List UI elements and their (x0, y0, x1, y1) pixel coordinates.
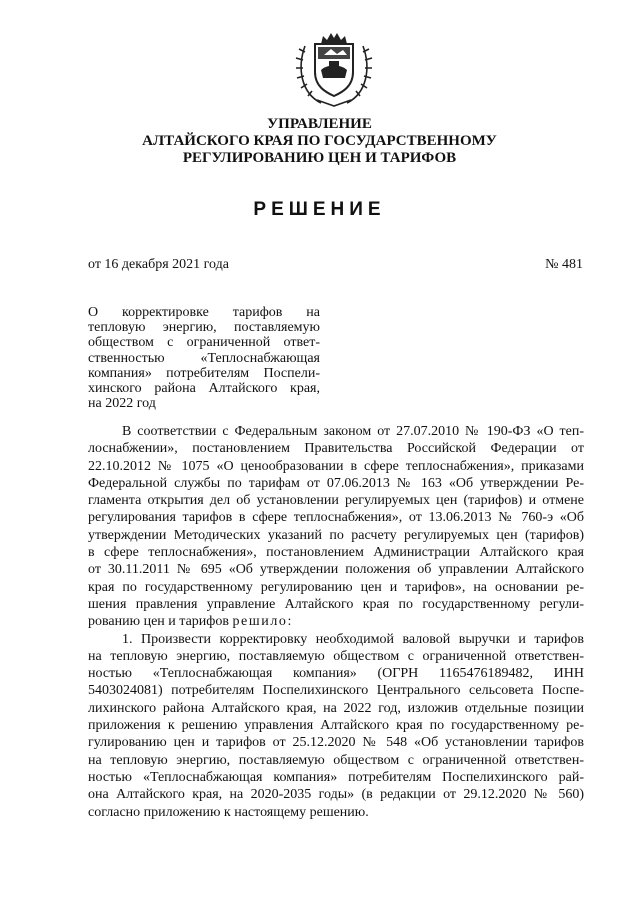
subject-line: компания» потребителям Поспели- (88, 365, 320, 381)
document-number: № 481 (545, 257, 583, 272)
body-line: лихинского района Алтайского края, на 2022 год, изложив отдельные позиции (88, 700, 584, 716)
body-line: в сфере теплоснабжения», постановлением Администрации Алтайского края (88, 545, 584, 561)
resolved-word: решило: (232, 614, 294, 630)
subject-line: хинского района Алтайского края, (88, 381, 320, 397)
document-title: РЕШЕНИЕ (253, 199, 386, 220)
body-line: Федеральной службы по тарифам от 07.06.2013 № 163 «Об утверждении Ре- (88, 475, 584, 491)
subject-line: О корректировке тарифов на (88, 305, 320, 320)
body-line: 5403024081) потребителям Поспелихинского Центрального сельсовета Поспе- (88, 683, 584, 699)
body-line: гулированию цен и тарифов от 25.12.2020 № 548 «Об установлении тарифов (88, 735, 584, 751)
body-line: ностью «Теплоснабжающая компания» потребителям Поспелихинского рай- (88, 769, 584, 785)
body-line-text: рованию цен и тарифов (88, 614, 229, 630)
agency-name-line-3: РЕГУЛИРОВАНИЮ ЦЕН И ТАРИФОВ (182, 150, 457, 166)
document-body (88, 423, 584, 821)
body-line: 1. Произвести корректировку необходимой валовой выручки и тарифов (122, 631, 584, 647)
body-line: на тепловую энергию, поставляемую обществом с ограниченной ответствен- (88, 648, 584, 664)
body-line: утверждении Методических указаний по расчету регулируемых цен (тарифов) (88, 527, 584, 543)
body-line: ностью «Теплоснабжающая компания» (ОГРН 1165476189482, ИНН (88, 666, 584, 682)
body-line: согласно приложению к настоящему решению. (88, 804, 369, 820)
body-line: она Алтайского края, на 2020-2035 годы» (в редакции от 29.12.2020 № 560) (88, 787, 584, 803)
body-line: регулирования тарифов в сфере теплоснабжения», от 13.06.2013 № 760-э «Об (88, 510, 584, 526)
subject-line: ственностью «Теплоснабжающая (88, 350, 320, 366)
body-line: гламента открытия дел об установлении регулируемых цен (тарифов) и отмене (88, 493, 584, 509)
agency-name-line-2: АЛТАЙСКОГО КРАЯ ПО ГОСУДАРСТВЕННОМУ (142, 133, 497, 149)
body-line-resolution (88, 613, 584, 630)
body-line: шения правления управление Алтайского края по государственному регули- (88, 596, 584, 612)
altai-krai-coat-of-arms-icon (291, 28, 377, 108)
agency-name-line-1: УПРАВЛЕНИЕ (267, 116, 372, 132)
subject-line: тепловую энергию, поставляемую (88, 320, 320, 336)
body-line: лоснабжении», постановлением Правительства Российской Федерации от (88, 441, 584, 457)
document-subject (88, 305, 320, 411)
body-line: приложения к решению управления Алтайского края по государственному ре- (88, 718, 584, 734)
subject-line: на 2022 год (88, 396, 156, 412)
body-line: В соответствии с Федеральным законом от 27.07.2010 № 190-ФЗ «О теп- (122, 424, 584, 439)
document-date: от 16 декабря 2021 года (88, 257, 229, 272)
body-line: от 30.11.2011 № 695 «Об утверждении положения об управлении Алтайского (88, 562, 584, 578)
body-line: края по государственному регулированию цен и тарифов», на основании ре- (88, 579, 584, 595)
body-line: 22.10.2012 № 1075 «О ценообразовании в сфере теплоснабжения», приказами (88, 458, 584, 474)
body-line: на тепловую энергию, поставляемую обществом с ограниченной ответствен- (88, 752, 584, 768)
subject-line: обществом с ограниченной ответ- (88, 335, 320, 351)
